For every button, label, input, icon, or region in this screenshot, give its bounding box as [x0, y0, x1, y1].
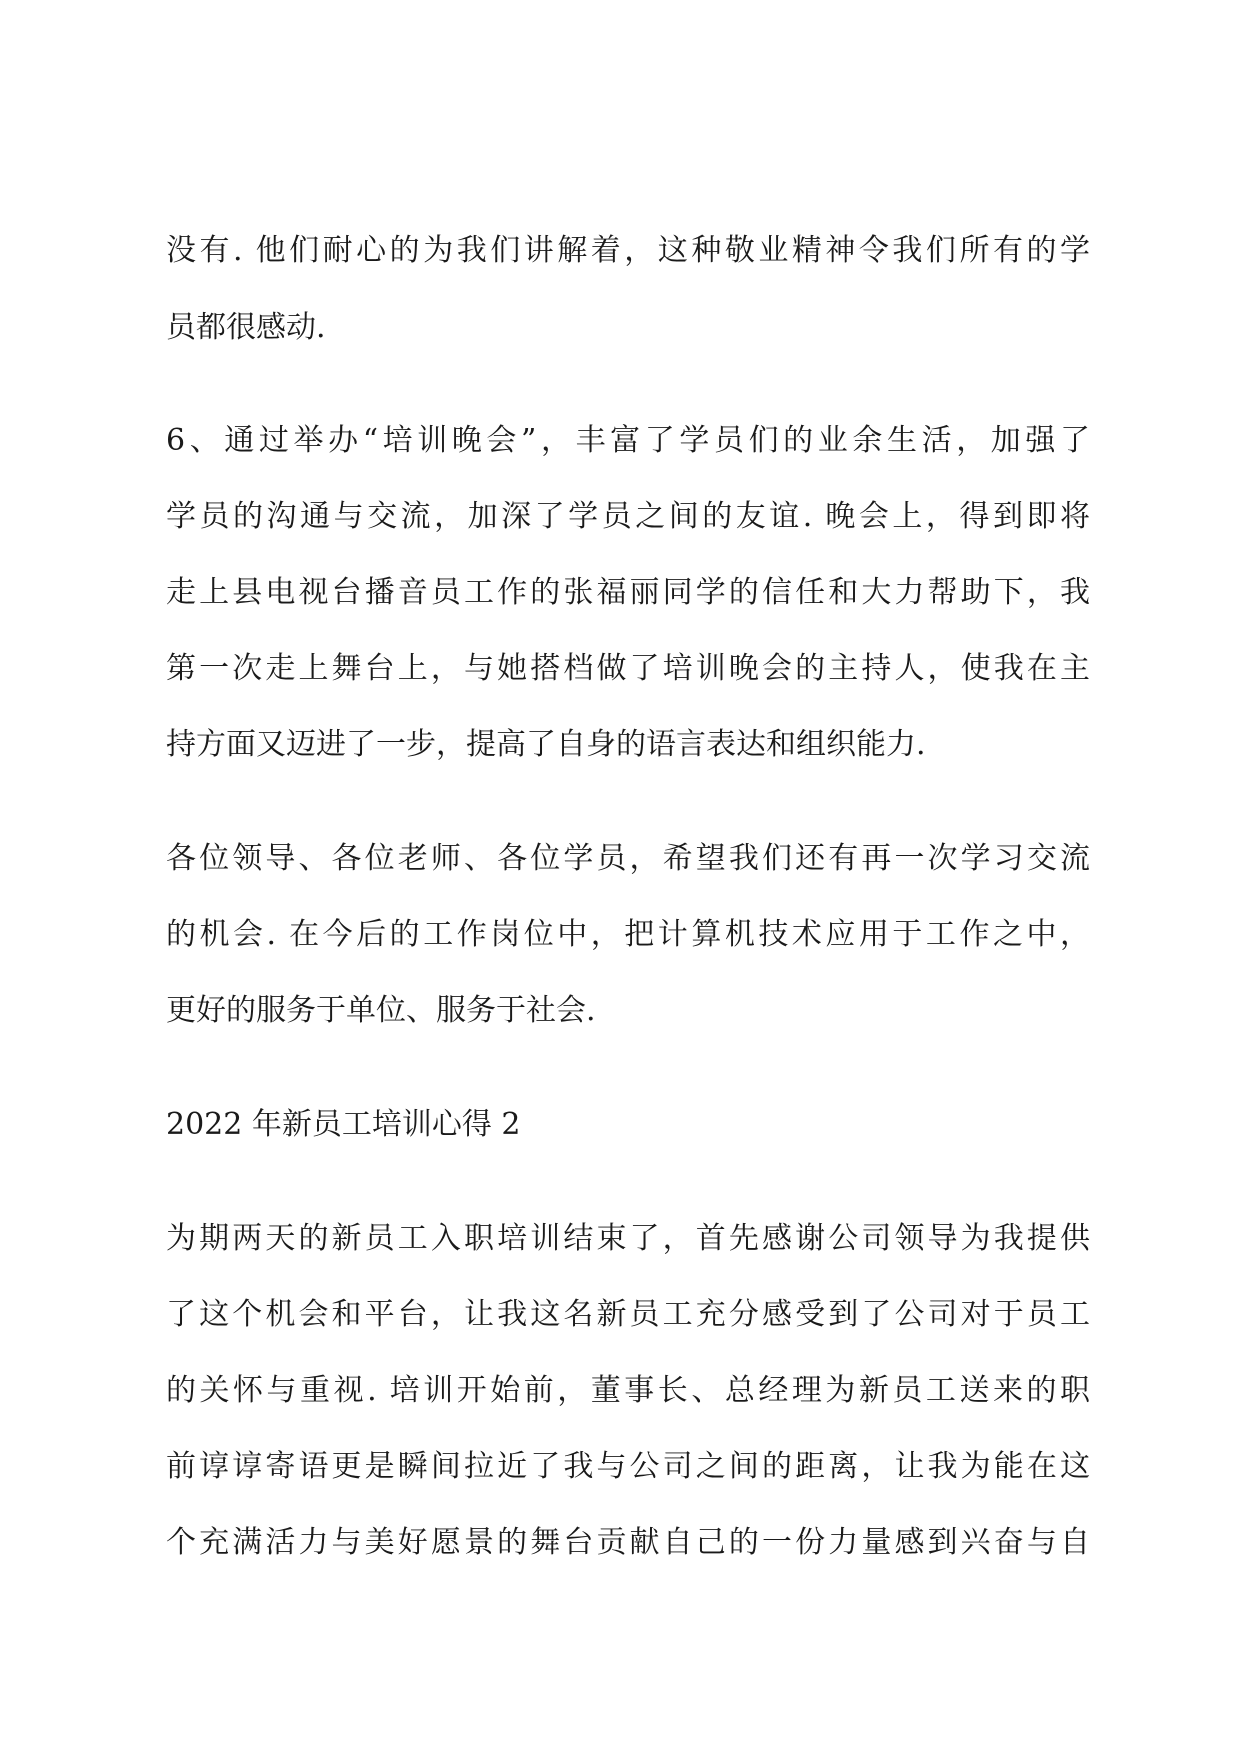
- paragraph-2-line-2: 学员的沟通与交流，加深了学员之间的友谊. 晚会上，得到即将: [166, 499, 1090, 534]
- paragraph-5-line-4: 前谆谆寄语更是瞬间拉近了我与公司之间的距离，让我为能在这: [166, 1449, 1090, 1484]
- paragraph-1-line-1: 没有. 他们耐心的为我们讲解着，这种敬业精神令我们所有的学: [166, 233, 1090, 268]
- paragraph-2-line-4: 第一次走上舞台上，与她搭档做了培训晚会的主持人，使我在主: [166, 651, 1090, 686]
- paragraph-5-line-1: 为期两天的新员工入职培训结束了，首先感谢公司领导为我提供: [166, 1221, 1090, 1256]
- paragraph-3-line-3: 更好的服务于单位、服务于社会.: [166, 993, 596, 1028]
- paragraph-2-line-3: 走上县电视台播音员工作的张福丽同学的信任和大力帮助下，我: [166, 575, 1090, 610]
- paragraph-3-line-1: 各位领导、各位老师、各位学员，希望我们还有再一次学习交流: [166, 841, 1090, 876]
- paragraph-2-line-5: 持方面又迈进了一步，提高了自身的语言表达和组织能力.: [166, 727, 926, 762]
- paragraph-3-line-2: 的机会. 在今后的工作岗位中，把计算机技术应用于工作之中，: [166, 917, 1090, 952]
- paragraph-1-line-2: 员都很感动.: [166, 310, 326, 345]
- paragraph-5-line-5: 个充满活力与美好愿景的舞台贡献自己的一份力量感到兴奋与自: [166, 1525, 1090, 1560]
- paragraph-5-line-3: 的关怀与重视. 培训开始前，董事长、总经理为新员工送来的职: [166, 1373, 1090, 1408]
- paragraph-5-line-2: 了这个机会和平台，让我这名新员工充分感受到了公司对于员工: [166, 1297, 1090, 1332]
- section-heading: 2022 年新员工培训心得 2: [166, 1107, 521, 1142]
- paragraph-2-line-1: 6、通过举办“培训晚会”，丰富了学员们的业余生活，加强了: [166, 423, 1090, 458]
